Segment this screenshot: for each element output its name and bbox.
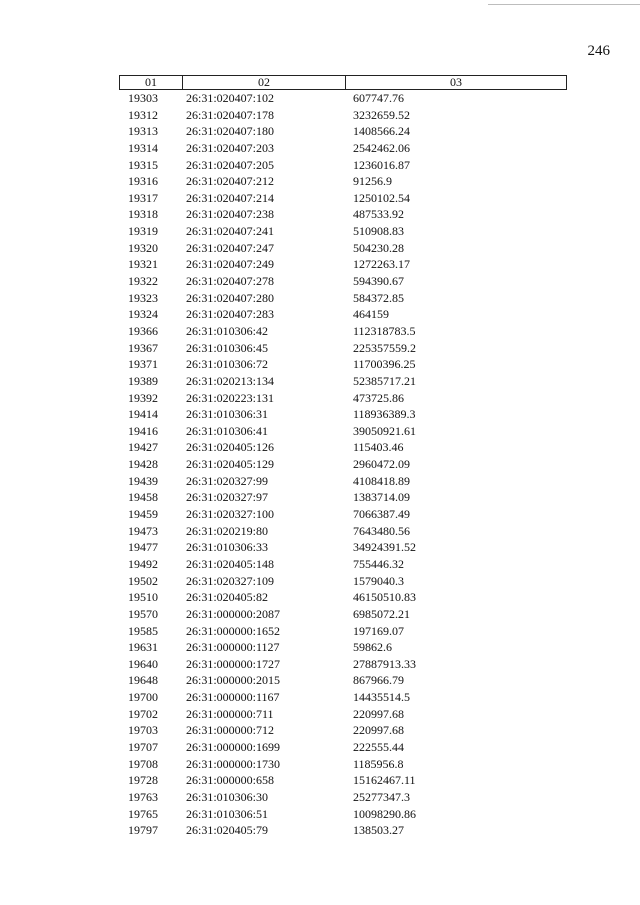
cell-col-01: 19414	[128, 407, 158, 422]
cell-col-02: 26:31:020213:134	[186, 373, 275, 388]
table-row	[119, 240, 567, 257]
cell-col-01: 19313	[128, 124, 158, 139]
cell-col-01: 19648	[128, 673, 158, 688]
cell-col-01: 19459	[128, 507, 158, 522]
table-row	[119, 323, 567, 340]
cell-col-03: 1250102.54	[353, 190, 410, 205]
cell-col-01: 19640	[128, 656, 158, 671]
page-number: 246	[587, 43, 610, 59]
cell-col-03: 220997.68	[353, 723, 404, 738]
cell-col-02: 26:31:020405:148	[186, 556, 275, 571]
table-row	[119, 689, 567, 706]
cell-col-02: 26:31:020407:283	[186, 307, 275, 322]
table-row	[119, 523, 567, 540]
cell-col-01: 19321	[128, 257, 158, 272]
cell-col-03: 46150510.83	[353, 590, 416, 605]
table-row	[119, 822, 567, 839]
cell-col-03: 7643480.56	[353, 523, 410, 538]
cell-col-01: 19312	[128, 107, 158, 122]
cell-col-02: 26:31:020405:126	[186, 440, 275, 455]
cell-col-03: 118936389.3	[353, 407, 416, 422]
table-row	[119, 356, 567, 373]
table-row	[119, 473, 567, 490]
cell-col-01: 19502	[128, 573, 158, 588]
cell-col-02: 26:31:020407:278	[186, 274, 275, 289]
table-row	[119, 573, 567, 590]
cell-col-03: 138503.27	[353, 823, 404, 838]
cell-col-03: 6985072.21	[353, 606, 410, 621]
cell-col-03: 867966.79	[353, 673, 404, 688]
cell-col-03: 222555.44	[353, 739, 404, 754]
cell-col-02: 26:31:020405:129	[186, 457, 275, 472]
cell-col-03: 2542462.06	[353, 140, 410, 155]
cell-col-01: 19763	[128, 789, 158, 804]
cell-col-02: 26:31:020219:80	[186, 523, 269, 538]
cell-col-02: 26:31:000000:711	[186, 706, 274, 721]
cell-col-02: 26:31:020327:99	[186, 473, 269, 488]
cell-col-02: 26:31:000000:1652	[186, 623, 281, 638]
cell-col-03: 225357559.2	[353, 340, 416, 355]
cell-col-03: 1236016.87	[353, 157, 410, 172]
cell-col-03: 115403.46	[353, 440, 404, 455]
cell-col-03: 755446.32	[353, 556, 404, 571]
cell-col-02: 26:31:000000:1730	[186, 756, 281, 771]
table-row	[119, 672, 567, 689]
cell-col-01: 19703	[128, 723, 158, 738]
cell-col-03: 1579040.3	[353, 573, 404, 588]
cell-col-02: 26:31:020407:214	[186, 190, 275, 205]
table-row	[119, 772, 567, 789]
cell-col-01: 19322	[128, 274, 158, 289]
cell-col-02: 26:31:000000:658	[186, 773, 275, 788]
cell-col-02: 26:31:020407:203	[186, 140, 275, 155]
cell-col-01: 19473	[128, 523, 158, 538]
cell-col-03: 487533.92	[353, 207, 404, 222]
cell-col-01: 19317	[128, 190, 158, 205]
cell-col-03: 584372.85	[353, 290, 404, 305]
cell-col-03: 34924391.52	[353, 540, 416, 555]
cell-col-01: 19708	[128, 756, 158, 771]
cell-col-02: 26:31:020407:280	[186, 290, 275, 305]
cell-col-03: 11700396.25	[353, 357, 416, 372]
cell-col-01: 19707	[128, 739, 158, 754]
cell-col-02: 26:31:000000:2015	[186, 673, 281, 688]
table-row	[119, 423, 567, 440]
cell-col-03: 197169.07	[353, 623, 404, 638]
cell-col-01: 19427	[128, 440, 158, 455]
cell-col-02: 26:31:020407:241	[186, 224, 275, 239]
cell-col-02: 26:31:020405:79	[186, 823, 269, 838]
cell-col-01: 19389	[128, 373, 158, 388]
cell-col-01: 19458	[128, 490, 158, 505]
cell-col-01: 19765	[128, 806, 158, 821]
table-row	[119, 157, 567, 174]
cell-col-02: 26:31:000000:2087	[186, 606, 281, 621]
header-col-02: 02	[182, 76, 345, 89]
cell-col-01: 19477	[128, 540, 158, 555]
table-row	[119, 489, 567, 506]
cell-col-01: 19367	[128, 340, 158, 355]
table-row	[119, 273, 567, 290]
cell-col-02: 26:31:020327:97	[186, 490, 269, 505]
cell-col-01: 19323	[128, 290, 158, 305]
table-row	[119, 556, 567, 573]
cell-col-01: 19371	[128, 357, 158, 372]
cell-col-02: 26:31:010306:31	[186, 407, 269, 422]
header-col-01: 01	[145, 75, 157, 89]
cell-col-03: 112318783.5	[353, 323, 416, 338]
table-row	[119, 589, 567, 606]
cell-col-02: 26:31:020407:102	[186, 91, 275, 105]
cell-col-01: 19320	[128, 240, 158, 255]
cell-col-02: 26:31:010306:42	[186, 323, 269, 338]
cell-col-03: 7066387.49	[353, 507, 410, 522]
cell-col-02: 26:31:010306:30	[186, 789, 269, 804]
table-row	[119, 290, 567, 307]
cell-col-03: 473725.86	[353, 390, 404, 405]
table-row	[119, 373, 567, 390]
cell-col-03: 25277347.3	[353, 789, 410, 804]
cell-col-01: 19702	[128, 706, 158, 721]
table-row	[119, 90, 567, 107]
cell-col-01: 19728	[128, 773, 158, 788]
cell-col-03: 59862.6	[353, 640, 392, 655]
cell-col-01: 19324	[128, 307, 158, 322]
table-row	[119, 706, 567, 723]
cell-col-03: 10098290.86	[353, 806, 416, 821]
table-row	[119, 256, 567, 273]
cell-col-02: 26:31:000000:1727	[186, 656, 281, 671]
cell-col-01: 19700	[128, 690, 158, 705]
cell-col-03: 594390.67	[353, 274, 404, 289]
cell-col-03: 220997.68	[353, 706, 404, 721]
cell-col-01: 19316	[128, 174, 158, 189]
table-row	[119, 623, 567, 640]
cell-col-03: 27887913.33	[353, 656, 416, 671]
cell-col-02: 26:31:020407:180	[186, 124, 275, 139]
cell-col-01: 19366	[128, 323, 158, 338]
table-row	[119, 639, 567, 656]
cell-col-01: 19314	[128, 140, 158, 155]
cell-col-02: 26:31:010306:72	[186, 357, 269, 372]
cell-col-01: 19585	[128, 623, 158, 638]
cell-col-03: 1408566.24	[353, 124, 410, 139]
header-col-03: 03	[345, 76, 566, 89]
table-row	[119, 539, 567, 556]
cell-col-03: 510908.83	[353, 224, 404, 239]
cell-col-03: 14435514.5	[353, 690, 410, 705]
cell-col-03: 504230.28	[353, 240, 404, 255]
table-row	[119, 656, 567, 673]
cell-col-03: 4108418.89	[353, 473, 410, 488]
cell-col-01: 19510	[128, 590, 158, 605]
cell-col-01: 19439	[128, 473, 158, 488]
cell-col-02: 26:31:020407:212	[186, 174, 275, 189]
cell-col-02: 26:31:020327:100	[186, 507, 275, 522]
table-row	[119, 606, 567, 623]
table-row	[119, 722, 567, 739]
cell-col-01: 19797	[128, 823, 158, 838]
data-table	[119, 75, 567, 839]
cell-col-02: 26:31:010306:41	[186, 423, 269, 438]
cell-col-01: 19319	[128, 224, 158, 239]
cell-col-02: 26:31:000000:1127	[186, 640, 280, 655]
table-row	[119, 340, 567, 357]
table-row	[119, 306, 567, 323]
table-body	[119, 90, 567, 839]
cell-col-02: 26:31:020407:238	[186, 207, 275, 222]
cell-col-03: 15162467.11	[353, 773, 416, 788]
cell-col-01: 19318	[128, 207, 158, 222]
table-row	[119, 806, 567, 823]
cell-col-02: 26:31:010306:45	[186, 340, 269, 355]
cell-col-01: 19392	[128, 390, 158, 405]
table-row	[119, 190, 567, 207]
table-row	[119, 756, 567, 773]
cell-col-02: 26:31:020405:82	[186, 590, 269, 605]
cell-col-02: 26:31:020407:249	[186, 257, 275, 272]
cell-col-02: 26:31:020407:247	[186, 240, 275, 255]
table-row	[119, 390, 567, 407]
cell-col-01: 19631	[128, 640, 158, 655]
cell-col-03: 1272263.17	[353, 257, 410, 272]
table-row	[119, 506, 567, 523]
table-row	[119, 456, 567, 473]
table-row	[119, 173, 567, 190]
cell-col-03: 3232659.52	[353, 107, 410, 122]
cell-col-03: 1383714.09	[353, 490, 410, 505]
cell-col-02: 26:31:020327:109	[186, 573, 275, 588]
cell-col-01: 19315	[128, 157, 158, 172]
cell-col-02: 26:31:010306:51	[186, 806, 269, 821]
table-row	[119, 406, 567, 423]
cell-col-03: 39050921.61	[353, 423, 416, 438]
cell-col-01: 19416	[128, 423, 158, 438]
cell-col-01: 19303	[128, 91, 158, 105]
cell-col-03: 91256.9	[353, 174, 392, 189]
scan-edge-line	[488, 4, 640, 5]
cell-col-02: 26:31:020407:205	[186, 157, 275, 172]
table-row	[119, 439, 567, 456]
cell-col-02: 26:31:020223:131	[186, 390, 275, 405]
table-row	[119, 107, 567, 124]
cell-col-01: 19492	[128, 556, 158, 571]
cell-col-03: 464159	[353, 307, 389, 322]
table-row	[119, 789, 567, 806]
table-row	[119, 140, 567, 157]
cell-col-02: 26:31:010306:33	[186, 540, 269, 555]
table-row	[119, 739, 567, 756]
cell-col-02: 26:31:000000:1167	[186, 690, 280, 705]
cell-col-01: 19570	[128, 606, 158, 621]
cell-col-03: 607747.76	[353, 91, 404, 105]
cell-col-03: 2960472.09	[353, 457, 410, 472]
cell-col-03: 1185956.8	[353, 756, 404, 771]
cell-col-03: 52385717.21	[353, 373, 416, 388]
table-row	[119, 206, 567, 223]
cell-col-02: 26:31:000000:712	[186, 723, 275, 738]
table-header	[119, 75, 567, 90]
cell-col-01: 19428	[128, 457, 158, 472]
table-row	[119, 223, 567, 240]
table-row	[119, 123, 567, 140]
cell-col-02: 26:31:020407:178	[186, 107, 275, 122]
cell-col-02: 26:31:000000:1699	[186, 739, 281, 754]
